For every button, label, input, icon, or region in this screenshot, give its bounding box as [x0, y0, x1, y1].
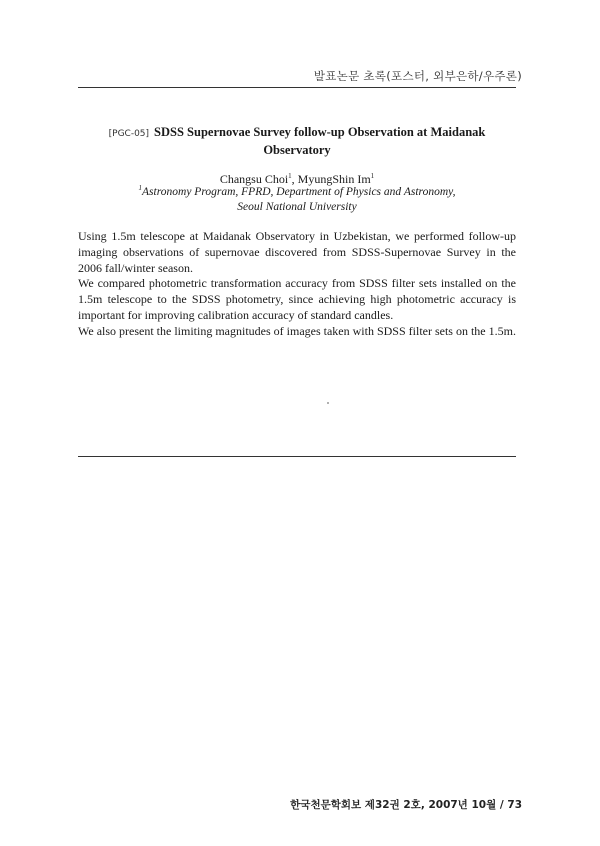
running-header: 발표논문 초록(포스터, 외부은하/우주론) — [313, 69, 522, 83]
abstract-paragraph: We compared photometric transformation accuracy from SDSS filter sets installed on the 1.5m telescope to the SDSS photometry, since achieving high photometric accuracy is important for improving calibration accuracy of standard candles. — [78, 276, 516, 322]
author-name: MyungShin Im — [297, 172, 371, 186]
affiliation — [78, 185, 516, 214]
abstract-paragraph: Using 1.5m telescope at Maidanak Observatory in Uzbekistan, we performed follow-up imaging observations of supernovae discovered from SDSS-Supernovae Survey in the 2006 fall/winter season. — [78, 229, 516, 275]
title-text-1: SDSS Supernovae Survey follow-up Observation at Maidanak — [154, 125, 486, 139]
abstract — [78, 229, 516, 340]
stray-mark — [327, 402, 329, 404]
affiliation-mark: 1 — [138, 184, 143, 193]
section-end-rule — [78, 456, 516, 457]
affiliation-line-2: Seoul National University — [237, 200, 357, 213]
title-line-2: Observatory — [263, 143, 331, 157]
paper-code: [PGC-05] — [108, 129, 150, 139]
header-rule — [78, 87, 516, 88]
abstract-paragraph: We also present the limiting magnitudes of images taken with SDSS filter sets on the 1.5m. — [78, 323, 516, 338]
affiliation-text-1: Astronomy Program, FPRD, Department of Physics and Astronomy, — [142, 186, 456, 198]
author-list: Changsu Choi$^1$, MyungShin Im$^1$ — [219, 172, 375, 186]
author-affil-mark: 1 — [288, 172, 292, 180]
title-line-1 — [78, 124, 516, 142]
author-affil-mark: 1 — [370, 172, 375, 180]
page-footer: 한국천문학회보 제32권 2호, 2007년 10월 / 73 — [290, 799, 522, 811]
paper-title — [78, 124, 516, 158]
affiliation-line-1 — [78, 185, 516, 200]
author-name: Changsu Choi — [219, 172, 289, 186]
